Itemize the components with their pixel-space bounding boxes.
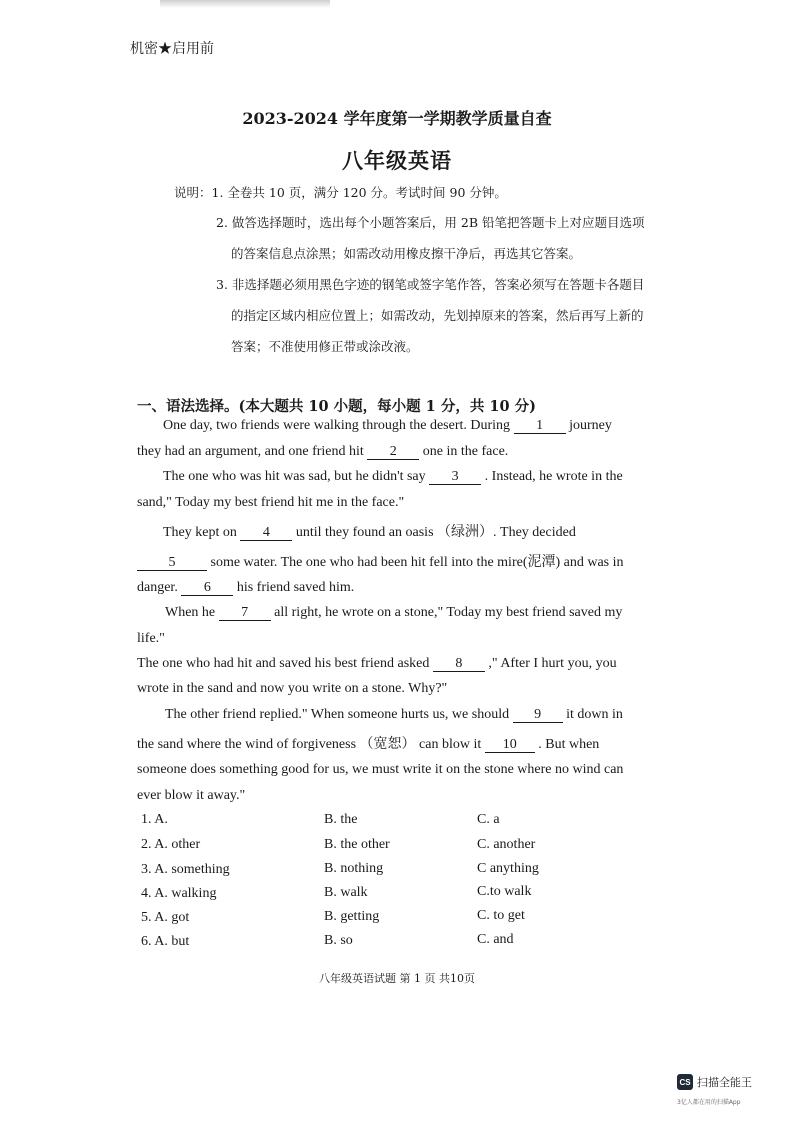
passage-line: ever blow it away." xyxy=(137,788,246,803)
exam-title: 2023-2024 学年度第一学期教学质量自查 xyxy=(242,109,552,128)
option-c: C.to walk xyxy=(477,884,532,899)
instruction-line: 说明：1. 全卷共 10 页，满分 120 分。考试时间 90 分钟。 xyxy=(174,185,507,200)
passage-line: life." xyxy=(137,631,165,646)
section-heading: 一、语法选择。(本大题共 10 小题，每小题 1 分，共 10 分) xyxy=(137,398,536,415)
option-b: B. getting xyxy=(324,909,380,924)
scanner-watermark xyxy=(677,1074,752,1090)
option-b: B. nothing xyxy=(324,861,384,876)
option-a: 4. A. walking xyxy=(141,886,217,901)
option-b: B. so xyxy=(324,933,353,948)
option-c: C. another xyxy=(477,837,536,852)
camscanner-logo-icon: CS xyxy=(677,1074,693,1090)
option-c: C. a xyxy=(477,812,500,827)
option-c: C. and xyxy=(477,932,514,947)
passage-line: The other friend replied." When someone hurts us, we should 9 it down in xyxy=(165,707,623,722)
option-b: B. walk xyxy=(324,885,368,900)
option-b: B. the other xyxy=(324,837,390,852)
passage-line: they had an argument, and one friend hit 2 one in the face. xyxy=(137,444,509,459)
passage-line: When he 7 all right, he wrote on a stone," Today my best friend saved my xyxy=(165,605,623,620)
blank-7: 7 xyxy=(219,605,271,621)
option-c: C anything xyxy=(477,861,539,876)
page-footer: 八年级英语试题 第 1 页 共10页 xyxy=(319,972,475,985)
scan-smudge xyxy=(160,0,330,8)
confidential-label: 机密★启用前 xyxy=(130,41,214,57)
instruction-line: 3. 非选择题必须用黑色字迹的钢笔或签字笔作答，答案必须写在答题卡各题目 xyxy=(216,277,645,292)
passage-line: The one who had hit and saved his best friend asked 8 ," After I hurt you, you xyxy=(137,656,617,671)
instruction-line: 答案；不准使用修正带或涂改液。 xyxy=(231,339,419,354)
blank-3: 3 xyxy=(429,469,481,485)
option-b: B. the xyxy=(324,812,358,827)
instruction-line: 的指定区域内相应位置上；如需改动，先划掉原来的答案，然后再写上新的 xyxy=(231,308,644,323)
blank-6: 6 xyxy=(181,580,233,596)
passage-line: the sand where the wind of forgiveness （宽恕） can blow it 10 . But when xyxy=(137,737,600,752)
blank-4: 4 xyxy=(240,525,292,541)
option-c: C. to get xyxy=(477,908,525,923)
blank-1: 1 xyxy=(514,418,566,434)
passage-line: One day, two friends were walking through the desert. During 1 journey xyxy=(163,418,612,433)
option-a: 5. A. got xyxy=(141,910,190,925)
passage-line: someone does something good for us, we must write it on the stone where no wind can xyxy=(137,762,624,777)
option-a: 2. A. other xyxy=(141,837,201,852)
passage-line: sand," Today my best friend hit me in the face." xyxy=(137,495,405,510)
instruction-line: 2. 做答选择题时，选出每个小题答案后，用 2B 铅笔把答题卡上对应题目选项 xyxy=(216,215,645,230)
scanner-tagline: 3亿人都在用的扫描App xyxy=(677,1099,741,1106)
blank-9: 9 xyxy=(513,707,563,723)
passage-line: They kept on 4 until they found an oasis （绿洲）. They decided xyxy=(163,525,576,540)
blank-2: 2 xyxy=(367,444,419,460)
passage-line: wrote in the sand and now you write on a stone. Why?" xyxy=(137,681,448,696)
passage-line: The one who was hit was sad, but he didn't say 3 . Instead, he wrote in the xyxy=(163,469,623,484)
option-a: 3. A. something xyxy=(141,862,230,877)
blank-10: 10 xyxy=(485,737,535,753)
scanner-app-name: 扫描全能王 xyxy=(697,1076,752,1089)
subject-title: 八年级英语 xyxy=(342,148,452,173)
blank-8: 8 xyxy=(433,656,485,672)
passage-line: danger. 6 his friend saved him. xyxy=(137,580,355,595)
instruction-line: 的答案信息点涂黑；如需改动用橡皮擦干净后，再选其它答案。 xyxy=(231,246,582,261)
blank-5: 5 xyxy=(137,555,207,571)
option-a: 6. A. but xyxy=(141,934,190,949)
option-a: 1. A. xyxy=(141,812,168,827)
passage-line: 5 some water. The one who had been hit fell into the mire(泥潭) and was in xyxy=(137,551,624,571)
